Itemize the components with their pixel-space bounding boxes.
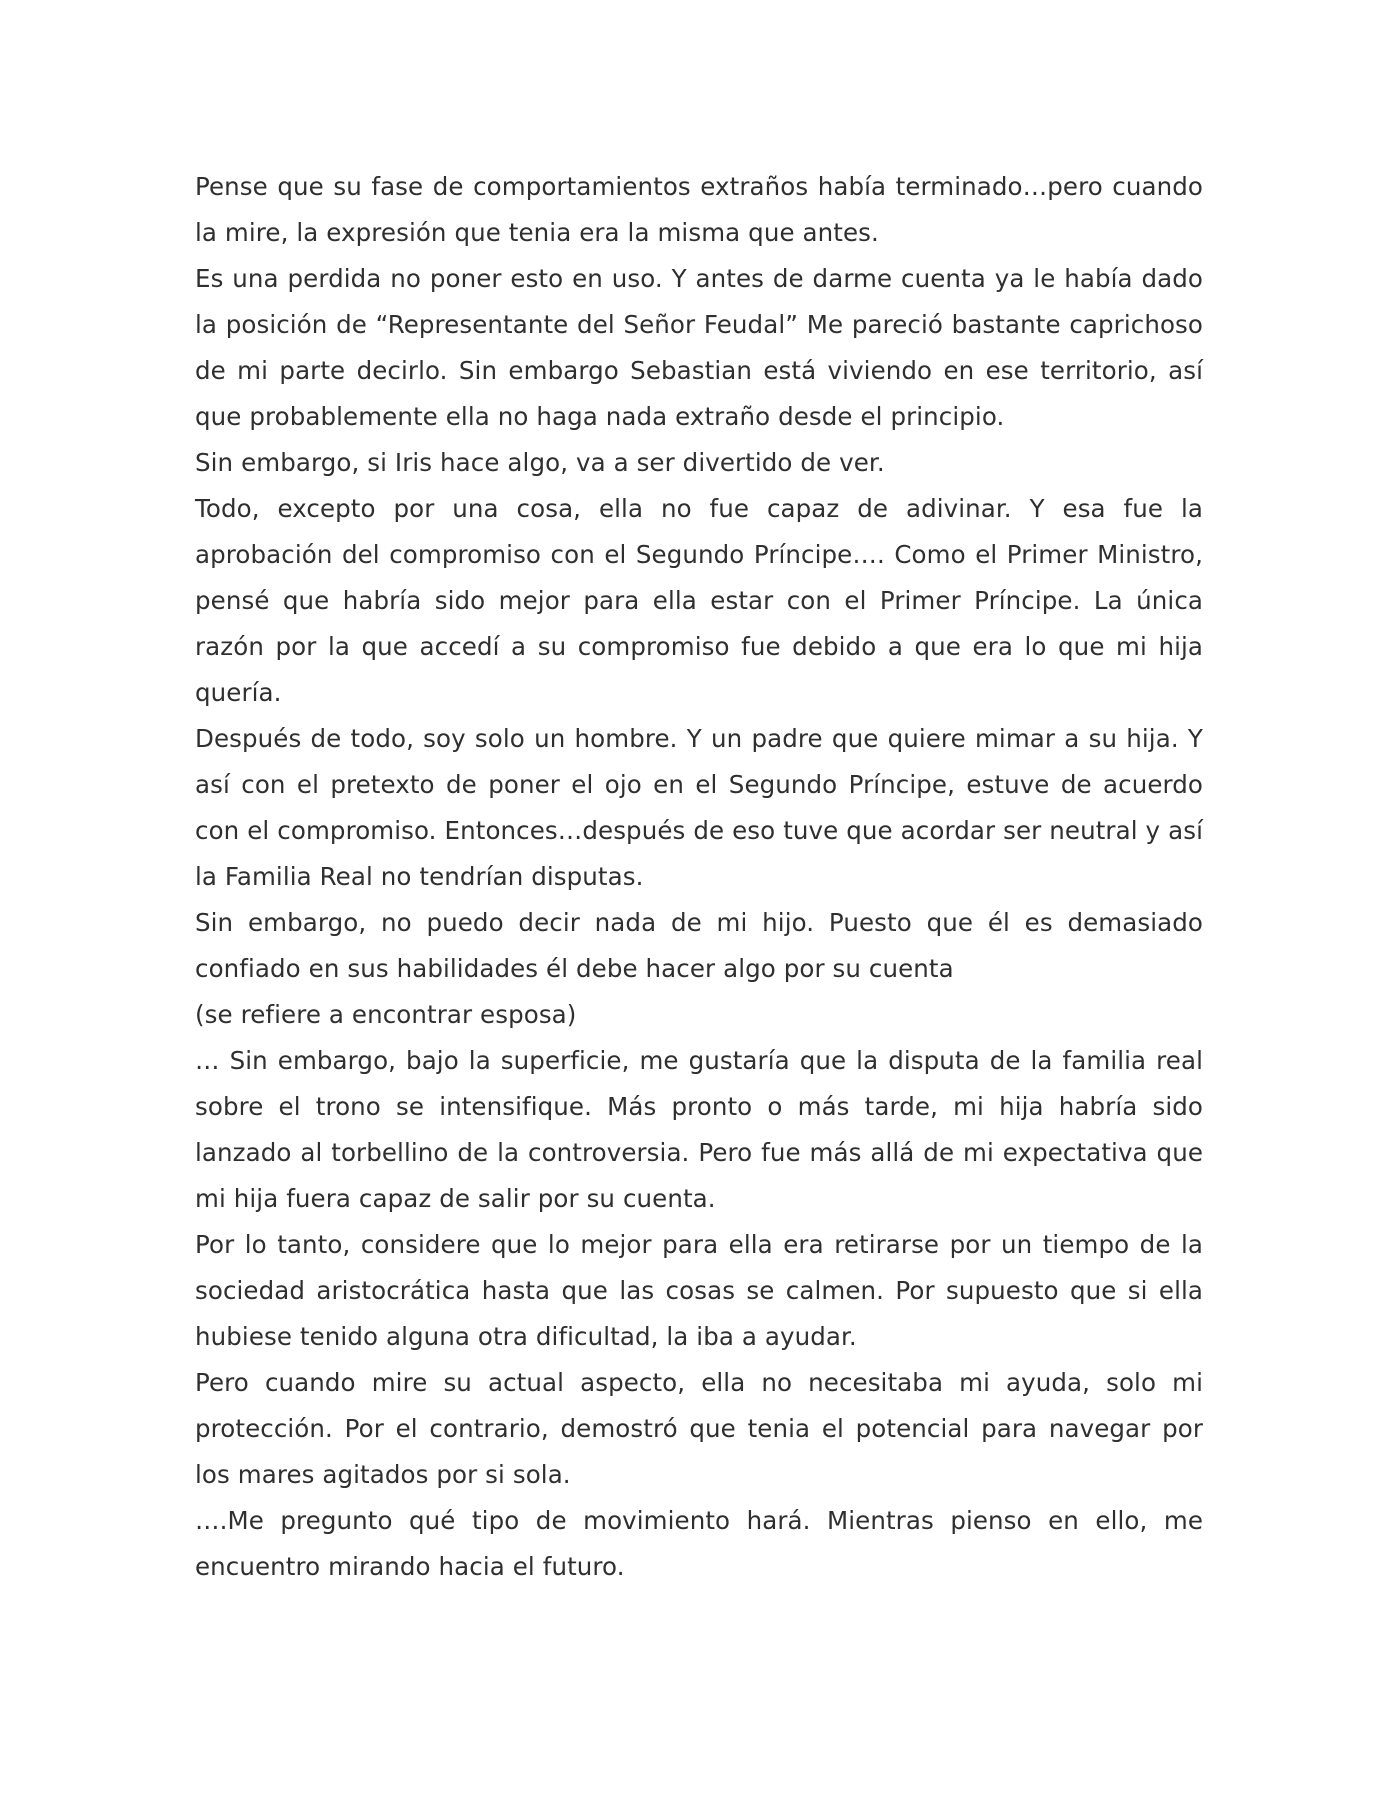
paragraph-11: ….Me pregunto qué tipo de movimiento hará. Mientras pienso en ello, me encuentro mirando hacia el futuro. (195, 1506, 1203, 1581)
paragraph-4: Todo, excepto por una cosa, ella no fue capaz de adivinar. Y esa fue la aprobación del compromiso con el Segundo Príncipe…. Como el Primer Ministro, pensé que habría sido mejor para ella estar con el Primer Príncipe. La única razón por la que accedí a su compromiso fue debido a que era lo que mi hija quería. (195, 494, 1203, 707)
paragraph-5: Después de todo, soy solo un hombre. Y un padre que quiere mimar a su hija. Y así con el pretexto de poner el ojo en el Segundo Príncipe, estuve de acuerdo con el compromiso. Entonces…después de eso tuve que acordar ser neutral y así la Familia Real no tendrían disputas. (195, 724, 1203, 891)
document-body (195, 164, 1203, 1590)
paragraph-3: Sin embargo, si Iris hace algo, va a ser divertido de ver. (195, 448, 885, 477)
paragraph-8: … Sin embargo, bajo la superficie, me gustaría que la disputa de la familia real sobre el trono se intensifique. Más pronto o más tarde, mi hija habría sido lanzado al torbellino de la controversia. Pero fue más allá de mi expectativa que mi hija fuera capaz de salir por su cuenta. (195, 1046, 1203, 1213)
paragraph-2: Es una perdida no poner esto en uso. Y antes de darme cuenta ya le había dado la posición de “Representante del Señor Feudal” Me pareció bastante caprichoso de mi parte decirlo. Sin embargo Sebastian está viviendo en ese territorio, así que probablemente ella no haga nada extraño desde el principio. (195, 264, 1203, 431)
paragraph-9: Por lo tanto, considere que lo mejor para ella era retirarse por un tiempo de la sociedad aristocrática hasta que las cosas se calmen. Por supuesto que si ella hubiese tenido alguna otra dificultad, la iba a ayudar. (195, 1230, 1203, 1351)
paragraph-7: (se refiere a encontrar esposa) (195, 1000, 577, 1029)
paragraph-6: Sin embargo, no puedo decir nada de mi hijo. Puesto que él es demasiado confiado en sus habilidades él debe hacer algo por su cuenta (195, 908, 1203, 983)
paragraph-10: Pero cuando mire su actual aspecto, ella no necesitaba mi ayuda, solo mi protección. Por el contrario, demostró que tenia el potencial para navegar por los mares agitados por si sola. (195, 1368, 1203, 1489)
paragraph-1: Pense que su fase de comportamientos extraños había terminado…pero cuando la mire, la expresión que tenia era la misma que antes. (195, 172, 1203, 247)
